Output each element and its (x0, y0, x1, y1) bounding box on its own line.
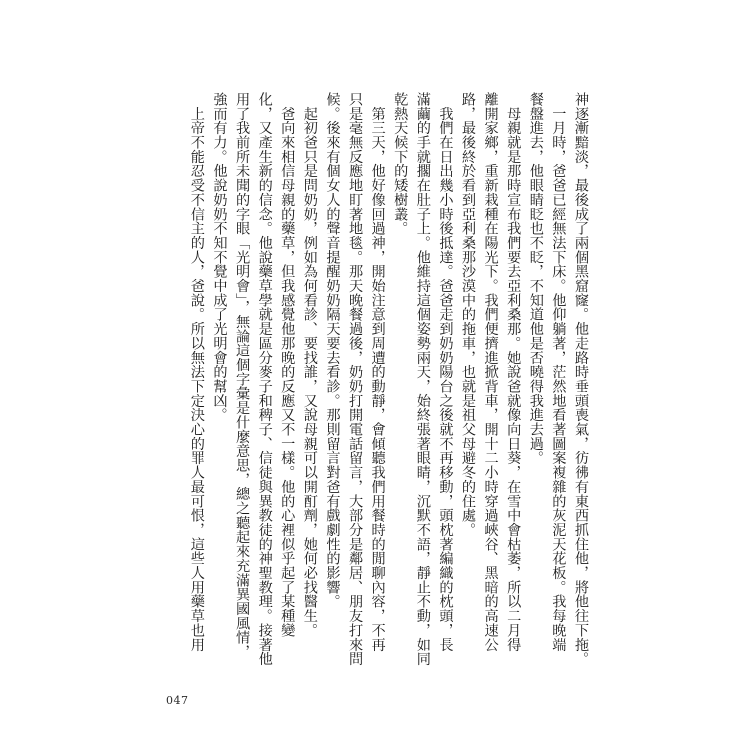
text-column: 母親就是那時宣布我們要去亞利桑那。她說爸就像向日葵，在雪中會枯萎，所以二月得 (505, 92, 522, 652)
text-column: 路，最後終於看到亞利桑那沙漠中的拖車，也就是祖父母避冬的住處。 (460, 92, 477, 537)
text-column: 只是毫無反應地盯著地毯。那天晚餐過後，奶奶打開電話留言，大部分是鄰居、朋友打來問 (347, 92, 364, 666)
text-column: 乾熱天候下的矮樹叢。 (392, 92, 409, 236)
body-text (185, 92, 592, 666)
text-column: 用了我前所未聞的字眼「光明會」，無論這個字彙是什麼意思，總之聽起來充滿異國風情， (234, 92, 251, 659)
text-column: 我們在日出幾小時後抵達。爸爸走到奶奶陽台之後就不再移動，頭枕著編織的枕頭，長 (437, 92, 454, 652)
text-column: 強而有力。他說奶奶不知不覺中成了光明會的幫凶。 (211, 92, 228, 423)
text-column: 滿繭的手就擱在肚子上。他維持這個姿勢兩天，始終張著眼睛，沉默不語，靜止不動，如同 (414, 92, 431, 666)
text-column: 化，又產生新的信念。他說藥草學就是區分麥子和稗子、信徒與異教徒的神聖教理。接著他 (256, 92, 273, 666)
text-column: 第三天，他好像回過神，開始注意到周遭的動靜，會傾聽我們用餐時的閒聊內容，不再 (369, 92, 386, 652)
text-column: 離開家鄉，重新栽種在陽光下。我們便擠進掀背車，開十二小時穿過峽谷、黑暗的高速公 (482, 92, 499, 652)
text-column: 爸向來相信母親的藥草，但我感覺他那晚的反應又不一樣。他的心裡似乎起了某種變 (279, 92, 296, 638)
text-column: 上帝不能忍受不信主的人，爸說。所以無法下定決心的罪人最可恨，這些人用藥草也用 (188, 92, 205, 652)
page-number: 047 (166, 694, 189, 707)
text-column: 一月時，爸爸已經無法下床。他仰躺著，茫然地看著圖案複雜的灰泥天花板。我每晚端 (550, 92, 567, 652)
text-column: 候。後來有個女人的聲音提醒奶奶隔天要去看診。那則留言對爸有戲劇性的影響。 (324, 92, 341, 609)
text-column: 神逐漸黯淡，最後成了兩個黑窟窿。他走路時垂頭喪氣，彷彿有東西抓住他，將他往下拖。 (573, 92, 589, 666)
text-column: 餐盤進去，他眼睛眨也不眨，不知道他是否曉得我進去過。 (527, 92, 544, 466)
text-column: 起初爸只是問奶奶，例如為何看診、要找誰，又說母親可以開酊劑，她何必找醫生。 (301, 92, 318, 638)
